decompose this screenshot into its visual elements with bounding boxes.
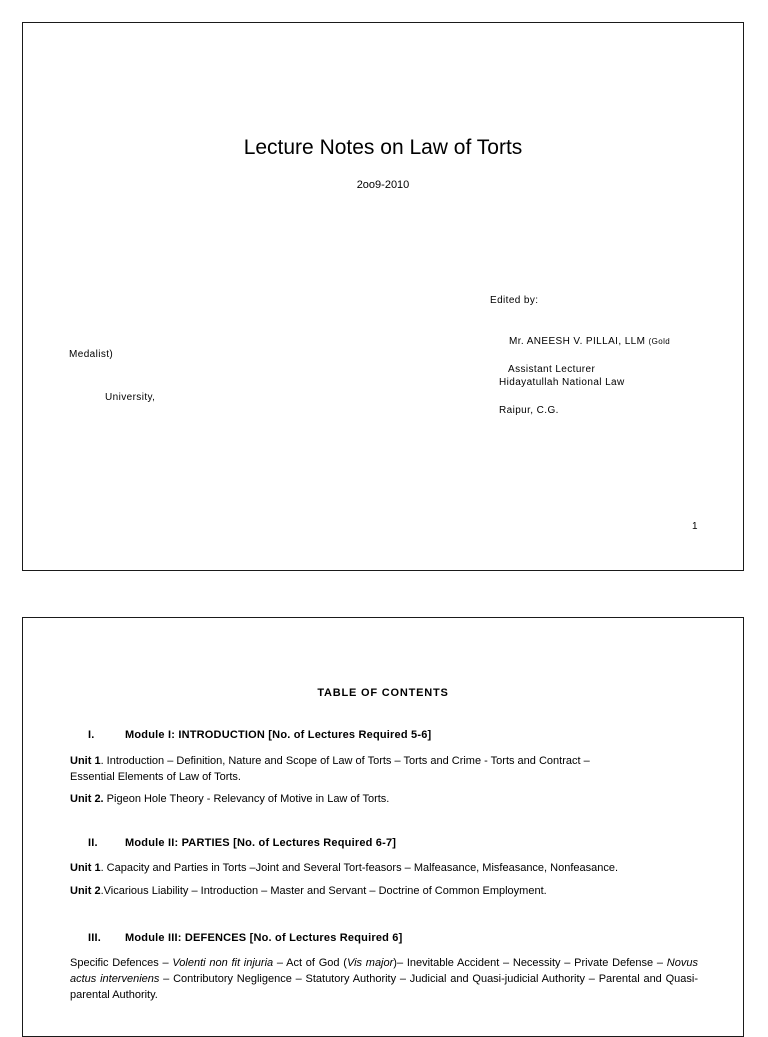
unit-text: . Introduction – Definition, Nature and Scope of Law of Torts – Torts and Crime - Torts and Contract – bbox=[100, 755, 590, 767]
unit-text-continued: Essential Elements of Law of Torts. bbox=[70, 771, 241, 783]
unit-entry bbox=[70, 883, 547, 899]
editor-name-line bbox=[509, 336, 670, 347]
defences-text: )– Inevitable Accident – Necessity – Private Defense – bbox=[393, 957, 667, 969]
unit-entry bbox=[70, 753, 590, 785]
module-numeral: I. bbox=[88, 729, 95, 741]
edited-by-label: Edited by: bbox=[490, 295, 539, 306]
unit-label: Unit 2. bbox=[70, 793, 104, 805]
defences-text: – Contributory Negligence – Statutory Authority – Judicial and Quasi-judicial Authority – Parental and Quasi-parental Authority. bbox=[70, 973, 698, 1001]
defence-term: Volenti non fit injuria bbox=[172, 957, 274, 969]
module-heading bbox=[88, 932, 403, 944]
toc-title: TABLE OF CONTENTS bbox=[317, 687, 449, 699]
defence-term: Novus actus interveniens bbox=[70, 957, 698, 985]
unit-label: Unit 1 bbox=[70, 755, 101, 767]
defences-paragraph bbox=[70, 955, 698, 1003]
location: Raipur, C.G. bbox=[499, 405, 559, 416]
institution-part2: University, bbox=[105, 392, 156, 403]
institution-part1: Hidayatullah National Law bbox=[499, 377, 625, 388]
editor-note-open: (Gold bbox=[648, 337, 671, 346]
module-numeral: II. bbox=[88, 837, 98, 849]
unit-text: .Vicarious Liability – Introduction – Master and Servant – Doctrine of Common Employment. bbox=[100, 885, 547, 897]
module-heading bbox=[88, 837, 396, 849]
cover-page bbox=[22, 22, 744, 571]
defence-term: Vis major bbox=[346, 957, 394, 969]
editor-note-close: Medalist) bbox=[69, 349, 114, 360]
module-title: Module II: PARTIES [No. of Lectures Required 6-7] bbox=[125, 837, 397, 849]
unit-entry bbox=[70, 860, 618, 876]
unit-text: Pigeon Hole Theory - Relevancy of Motive in Law of Torts. bbox=[103, 793, 390, 805]
academic-year: 2oo9-2010 bbox=[356, 179, 410, 191]
contents-page bbox=[22, 617, 744, 1037]
defences-text: – Act of God ( bbox=[273, 957, 347, 969]
unit-text: . Capacity and Parties in Torts –Joint and Several Tort-feasors – Malfeasance, Misfeasance, Nonfeasance. bbox=[100, 862, 619, 874]
defences-text: Specific Defences – bbox=[70, 957, 173, 969]
module-heading bbox=[88, 729, 431, 741]
unit-entry bbox=[70, 791, 389, 807]
module-title: Module I: INTRODUCTION [No. of Lectures Required 5-6] bbox=[125, 729, 432, 741]
document-title: Lecture Notes on Law of Torts bbox=[243, 136, 523, 159]
editor-name: Mr. ANEESH V. PILLAI, LLM bbox=[509, 336, 646, 347]
module-numeral: III. bbox=[88, 932, 102, 944]
module-title: Module III: DEFENCES [No. of Lectures Required 6] bbox=[125, 932, 403, 944]
unit-label: Unit 1 bbox=[70, 862, 101, 874]
unit-label: Unit 2 bbox=[70, 885, 101, 897]
editor-role: Assistant Lecturer bbox=[508, 364, 596, 375]
page-number: 1 bbox=[692, 521, 698, 532]
